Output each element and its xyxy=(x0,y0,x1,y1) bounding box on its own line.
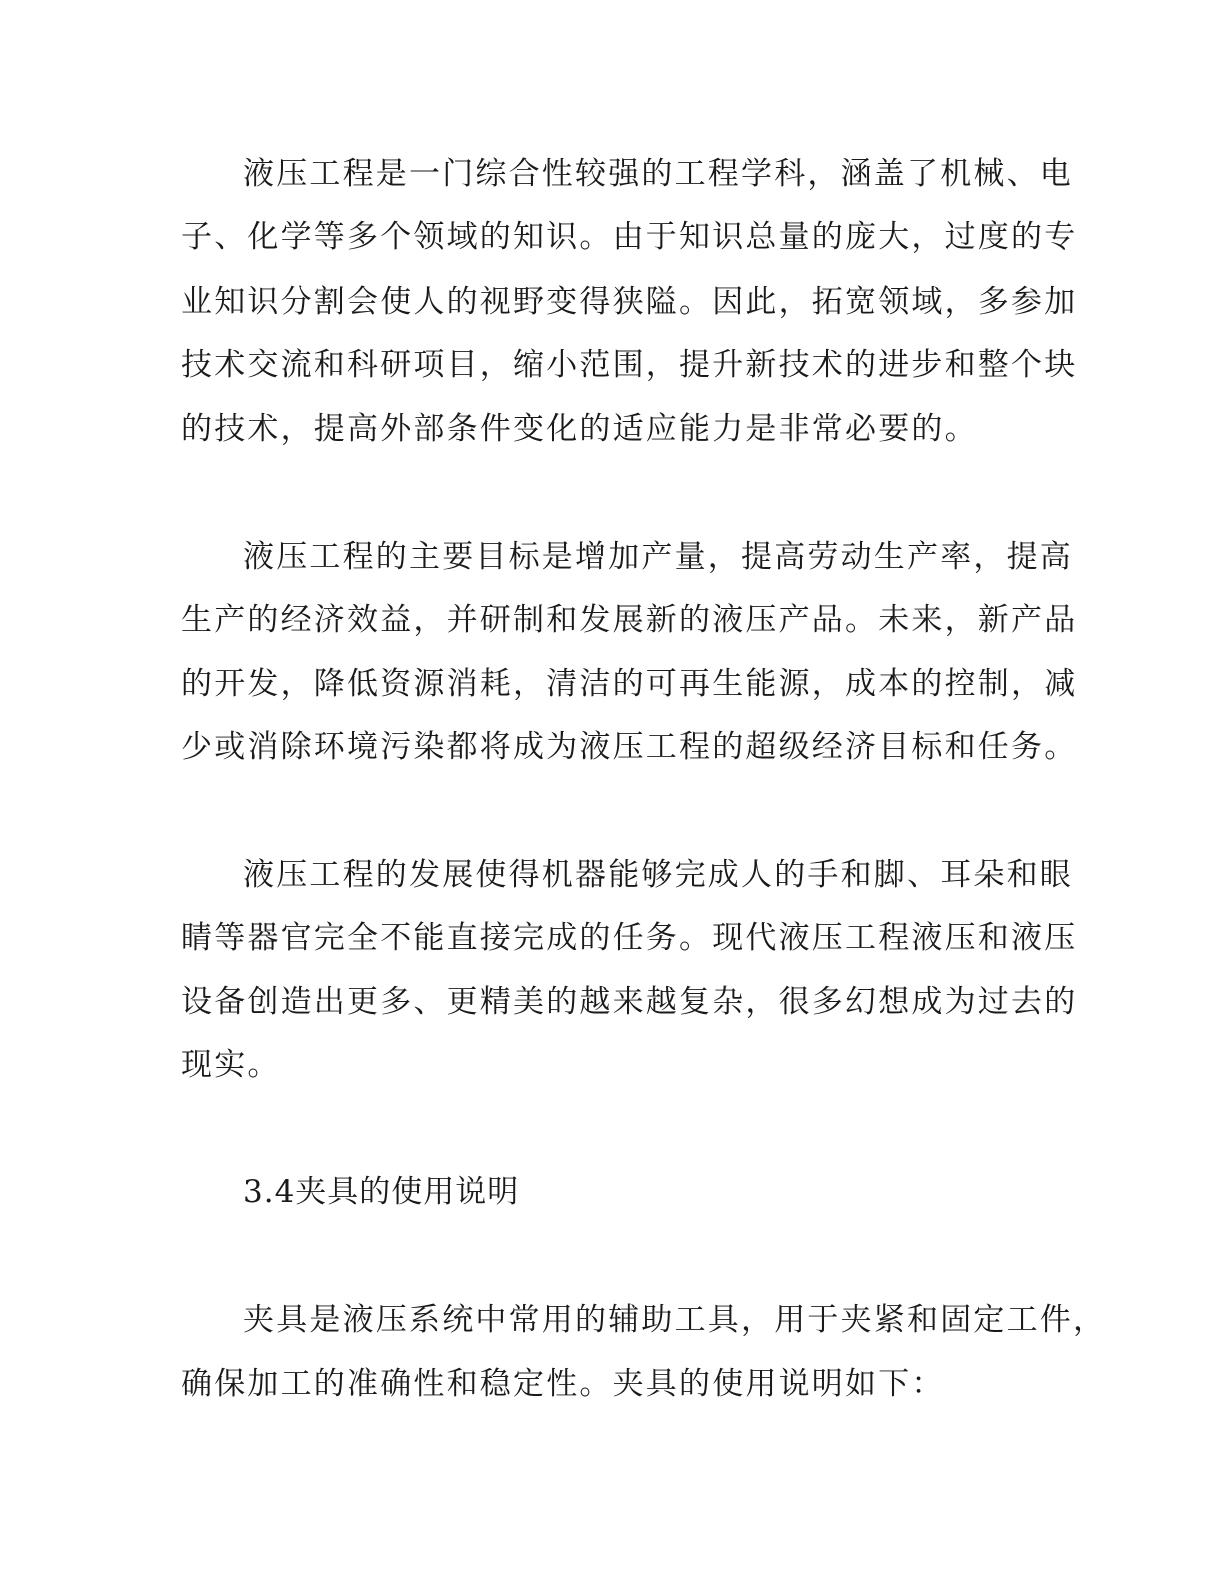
paragraph-2-line-2: 生产的经济效益，并研制和发展新的液压产品。未来，新产品 xyxy=(181,602,1078,638)
paragraph-3-line-3: 设备创造出更多、更精美的越来越复杂，很多幻想成为过去的 xyxy=(181,984,1078,1020)
paragraph-1-line-5: 的技术，提高外部条件变化的适应能力是非常必要的。 xyxy=(181,411,978,447)
paragraph-2-line-1: 液压工程的主要目标是增加产量，提高劳动生产率，提高 xyxy=(243,539,1073,575)
paragraph-2-line-3: 的开发，降低资源消耗，清洁的可再生能源，成本的控制，减 xyxy=(181,666,1078,702)
paragraph-3-line-2: 睛等器官完全不能直接完成的任务。现代液压工程液压和液压 xyxy=(181,920,1078,956)
paragraph-2-line-4: 少或消除环境污染都将成为液压工程的超级经济目标和任务。 xyxy=(181,729,1078,765)
final-paragraph-line-2: 确保加工的准确性和稳定性。夹具的使用说明如下： xyxy=(181,1366,945,1402)
paragraph-3-line-1: 液压工程的发展使得机器能够完成人的手和脚、耳朵和眼 xyxy=(243,857,1073,893)
paragraph-1-line-3: 业知识分割会使人的视野变得狭隘。因此，拓宽领域，多参加 xyxy=(181,284,1078,320)
paragraph-3-line-4: 现实。 xyxy=(181,1047,281,1083)
paragraph-1-line-1: 液压工程是一门综合性较强的工程学科，涵盖了机械、电 xyxy=(243,156,1073,192)
paragraph-1-line-4: 技术交流和科研项目，缩小范围，提升新技术的进步和整个块 xyxy=(181,347,1078,383)
final-paragraph-line-1: 夹具是液压系统中常用的辅助工具，用于夹紧和固定工件， xyxy=(243,1302,1107,1338)
paragraph-1-line-2: 子、化学等多个领域的知识。由于知识总量的庞大，过度的专 xyxy=(181,219,1078,255)
section-heading: 3.4夹具的使用说明 xyxy=(243,1174,520,1210)
